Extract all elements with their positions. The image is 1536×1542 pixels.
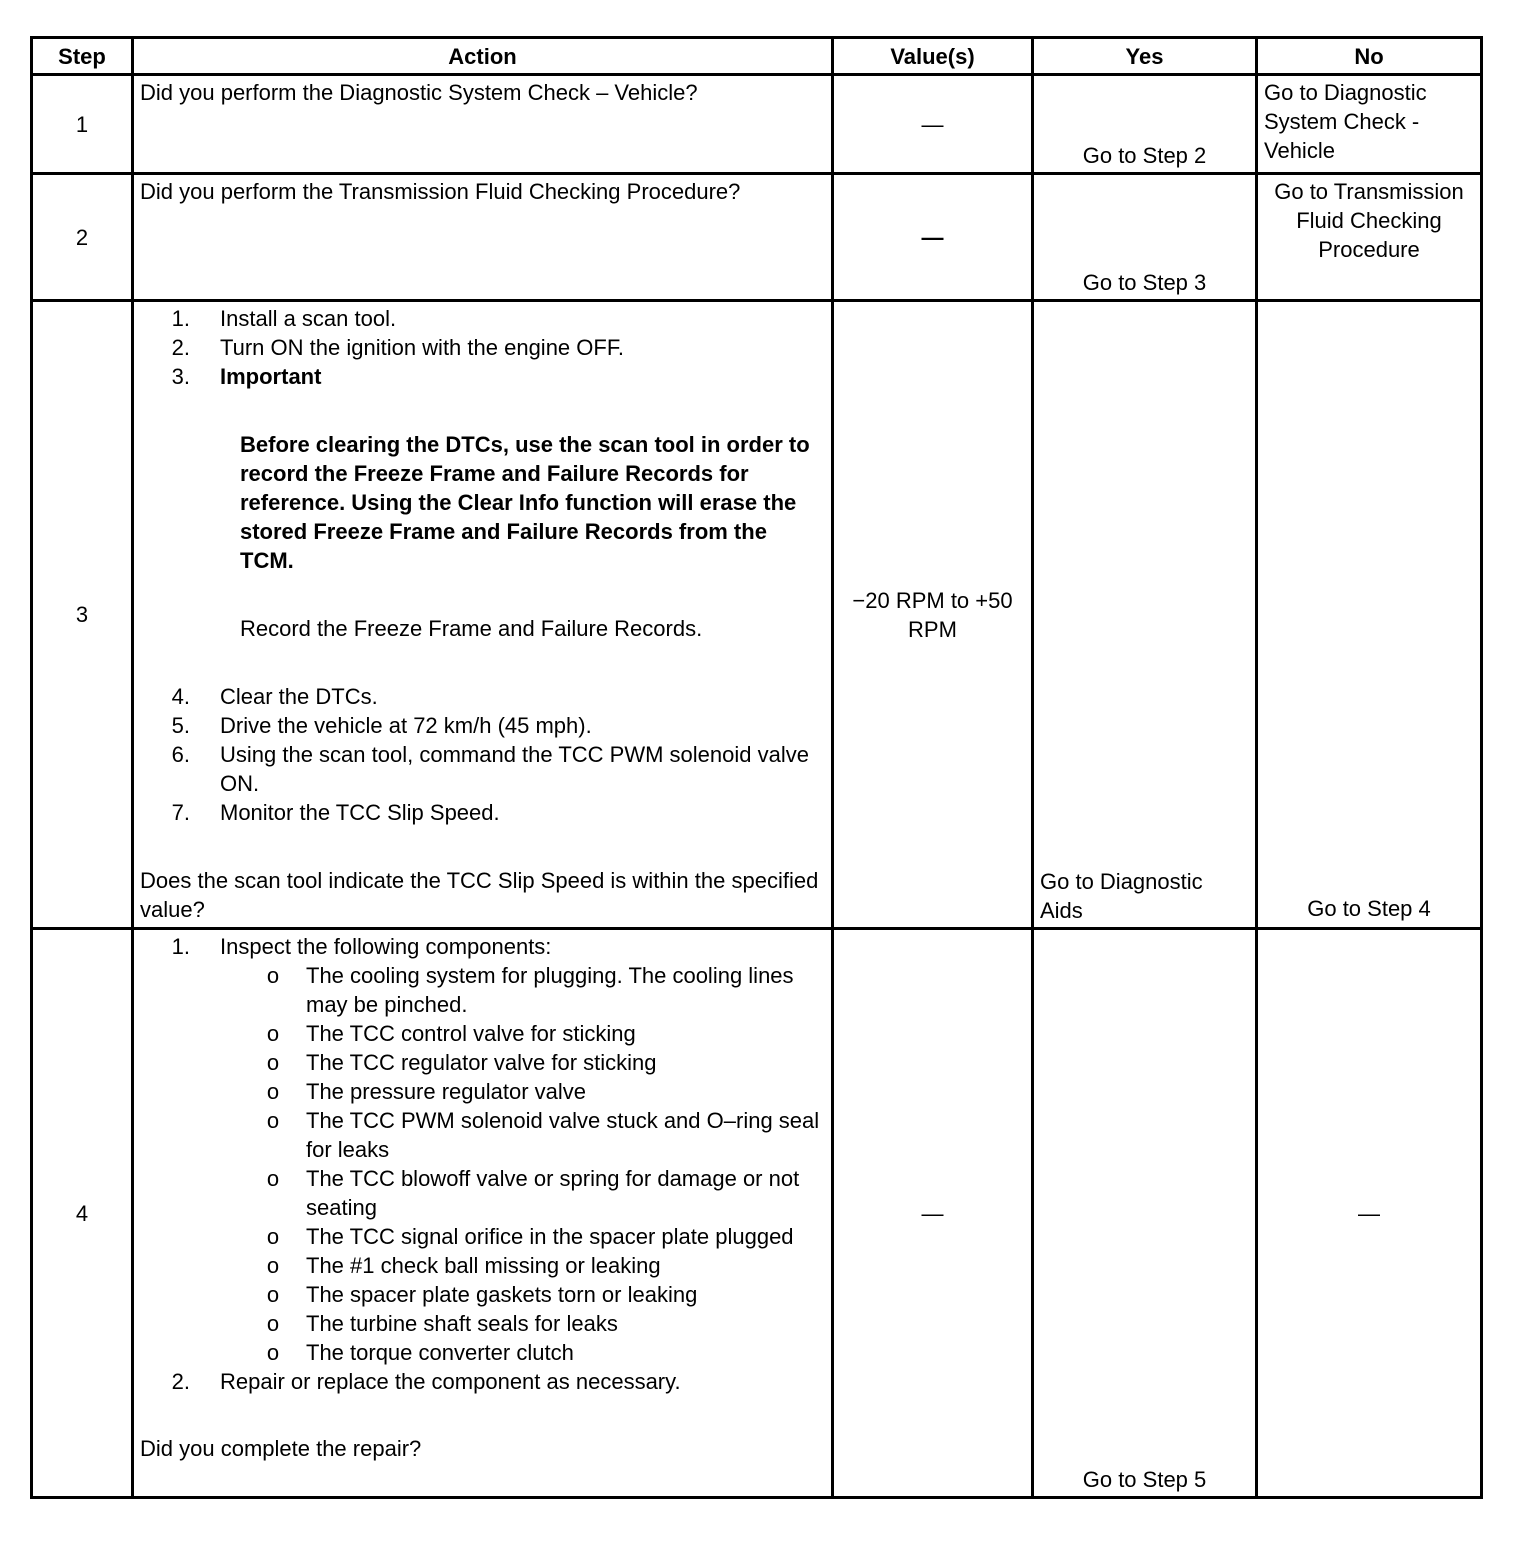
component-item: o The torque converter clutch: [266, 1340, 574, 1365]
component-item: o The cooling system for plugging. The cooling lines may be pinched.: [266, 963, 794, 1017]
question-text: Did you complete the repair?: [140, 1436, 422, 1461]
value-cell: —: [833, 929, 1033, 1498]
action-cell: [133, 929, 833, 1498]
component-item: o The TCC blowoff valve or spring for damage or not seating: [266, 1166, 800, 1220]
list-item: 4. Clear the DTCs.: [171, 684, 378, 709]
table-row: [32, 174, 1482, 301]
list-item: 1. Install a scan tool.: [171, 306, 397, 331]
no-link[interactable]: Go to Transmission Fluid Checking Procedure: [1257, 174, 1482, 301]
step-number: 2: [32, 174, 133, 301]
list-item: 2. Repair or replace the component as necessary.: [171, 1369, 681, 1394]
action-text: Did you perform the Diagnostic System Check – Vehicle?: [133, 75, 833, 174]
no-cell: —: [1257, 929, 1482, 1498]
list-item: 1. Inspect the following components:: [171, 934, 552, 959]
important-label: Important: [220, 364, 322, 389]
component-item: o The TCC PWM solenoid valve stuck and O–ring seal for leaks: [266, 1108, 820, 1162]
important-note: Before clearing the DTCs, use the scan tool in order to record the Freeze Frame and Failure Records for reference. Using the Clear Info function will erase the stored Freeze Frame and Failure Records from the TCM.: [240, 432, 810, 573]
table-row: [32, 929, 1482, 1498]
component-item: o The pressure regulator valve: [266, 1079, 587, 1104]
list-item: 2. Turn ON the ignition with the engine OFF.: [171, 335, 624, 360]
component-item: o The spacer plate gaskets torn or leaking: [266, 1282, 698, 1307]
component-item: o The TCC control valve for sticking: [266, 1021, 636, 1046]
component-item: o The #1 check ball missing or leaking: [266, 1253, 661, 1278]
record-instruction: Record the Freeze Frame and Failure Records.: [240, 616, 703, 641]
action-cell: [133, 301, 833, 929]
yes-link[interactable]: Go to Diagnostic Aids: [1033, 301, 1257, 929]
yes-link[interactable]: Go to Step 5: [1033, 929, 1257, 1498]
no-link[interactable]: Go to Step 4: [1257, 301, 1482, 929]
table-row: [32, 301, 1482, 929]
value-cell: —: [833, 174, 1033, 301]
component-item: o The TCC regulator valve for sticking: [266, 1050, 657, 1075]
action-text: Did you perform the Transmission Fluid Checking Procedure?: [133, 174, 833, 301]
list-item: 6. Using the scan tool, command the TCC PWM solenoid valve ON.: [171, 742, 809, 796]
step-number: 1: [32, 75, 133, 174]
header-no: No: [1257, 38, 1482, 75]
list-item: 3. Important: [140, 362, 825, 391]
header-yes: Yes: [1033, 38, 1257, 75]
list-item: 7. Monitor the TCC Slip Speed.: [171, 800, 500, 825]
component-item: o The TCC signal orifice in the spacer plate plugged: [266, 1224, 794, 1249]
header-row: [32, 38, 1482, 75]
header-step: Step: [32, 38, 133, 75]
value-cell: −20 RPM to +50 RPM: [833, 301, 1033, 929]
yes-link[interactable]: Go to Step 3: [1033, 174, 1257, 301]
diagnostic-table: [30, 36, 1483, 1499]
list-item: 5. Drive the vehicle at 72 km/h (45 mph).: [171, 713, 592, 738]
value-cell: —: [833, 75, 1033, 174]
table-row: [32, 75, 1482, 174]
step-number: 4: [32, 929, 133, 1498]
question-text: Does the scan tool indicate the TCC Slip Speed is within the specified value?: [140, 868, 819, 922]
header-values: Value(s): [833, 38, 1033, 75]
yes-link[interactable]: Go to Step 2: [1033, 75, 1257, 174]
component-item: o The turbine shaft seals for leaks: [266, 1311, 618, 1336]
no-link[interactable]: Go to Diagnostic System Check - Vehicle: [1257, 75, 1482, 174]
step-number: 3: [32, 301, 133, 929]
header-action: Action: [133, 38, 833, 75]
